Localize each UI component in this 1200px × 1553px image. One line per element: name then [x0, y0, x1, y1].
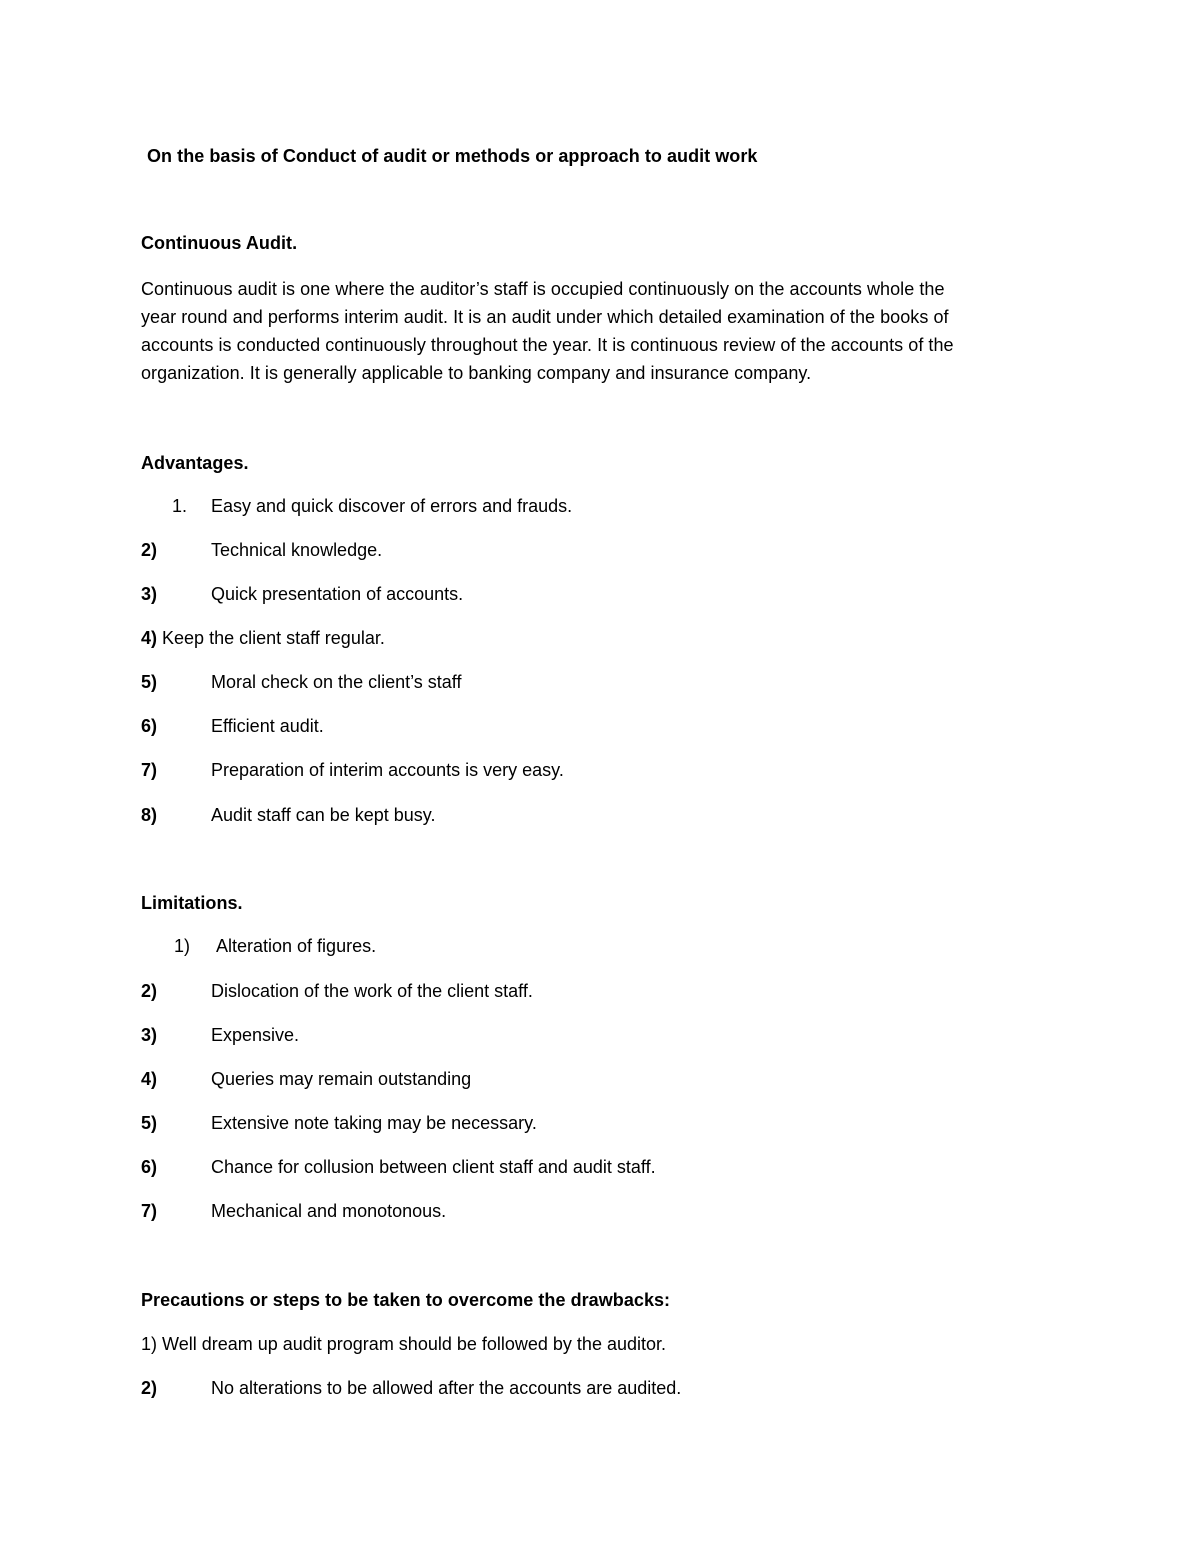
paragraph-line: organization. It is generally applicable to banking company and insurance company.	[141, 363, 812, 383]
list-number: 2)	[141, 540, 158, 560]
paragraph-line: Continuous audit is one where the auditor’s staff is occupied continuously on the accounts whole the	[141, 279, 945, 299]
list-number: 4)	[141, 628, 158, 648]
list-number: 2)	[141, 981, 158, 1001]
list-text: Extensive note taking may be necessary.	[211, 1113, 537, 1133]
precautions-title: Precautions or steps to be taken to overcome the drawbacks:	[141, 1290, 671, 1310]
precautions-list-item	[141, 1330, 666, 1358]
list-text: Dislocation of the work of the client staff.	[211, 981, 533, 1001]
list-number: 5)	[141, 1113, 158, 1133]
list-text: Technical knowledge.	[211, 540, 383, 560]
list-number: 7)	[141, 760, 158, 780]
list-number: 4)	[141, 1069, 158, 1089]
section-title-continuous-audit: Continuous Audit.	[141, 233, 298, 253]
list-text: Expensive.	[211, 1025, 300, 1045]
list-number: 1.	[172, 496, 188, 516]
list-text: Easy and quick discover of errors and frauds.	[211, 496, 573, 516]
list-text: Mechanical and monotonous.	[211, 1201, 447, 1221]
list-number: 8)	[141, 805, 158, 825]
list-number: 2)	[141, 1378, 158, 1398]
list-text: Alteration of figures.	[216, 936, 377, 956]
document-heading: On the basis of Conduct of audit or methods or approach to audit work	[147, 146, 758, 166]
list-number: 3)	[141, 1025, 158, 1045]
list-number: 3)	[141, 584, 158, 604]
limitations-title: Limitations.	[141, 893, 243, 913]
list-text: Efficient audit.	[211, 716, 324, 736]
advantages-title: Advantages.	[141, 453, 249, 473]
paragraph-line: year round and performs interim audit. It is an audit under which detailed examination of the books of	[141, 307, 949, 327]
list-number: 5)	[141, 672, 158, 692]
paragraph-line: accounts is conducted continuously throughout the year. It is continuous review of the accounts of the	[141, 335, 954, 355]
list-text: Keep the client staff regular.	[162, 628, 385, 648]
list-text: Well dream up audit program should be followed by the auditor.	[162, 1334, 666, 1354]
list-text: Chance for collusion between client staff and audit staff.	[211, 1157, 656, 1177]
list-text: Quick presentation of accounts.	[211, 584, 464, 604]
list-text: Queries may remain outstanding	[211, 1069, 472, 1089]
list-number: 6)	[141, 1157, 158, 1177]
list-text: No alterations to be allowed after the accounts are audited.	[211, 1378, 682, 1398]
list-number: 1)	[141, 1334, 158, 1354]
list-number: 7)	[141, 1201, 158, 1221]
list-text: Audit staff can be kept busy.	[211, 805, 436, 825]
list-text: Preparation of interim accounts is very easy.	[211, 760, 564, 780]
list-number: 6)	[141, 716, 158, 736]
advantages-list-item	[141, 624, 385, 652]
list-text: Moral check on the client’s staff	[211, 672, 462, 692]
list-number: 1)	[174, 936, 191, 956]
